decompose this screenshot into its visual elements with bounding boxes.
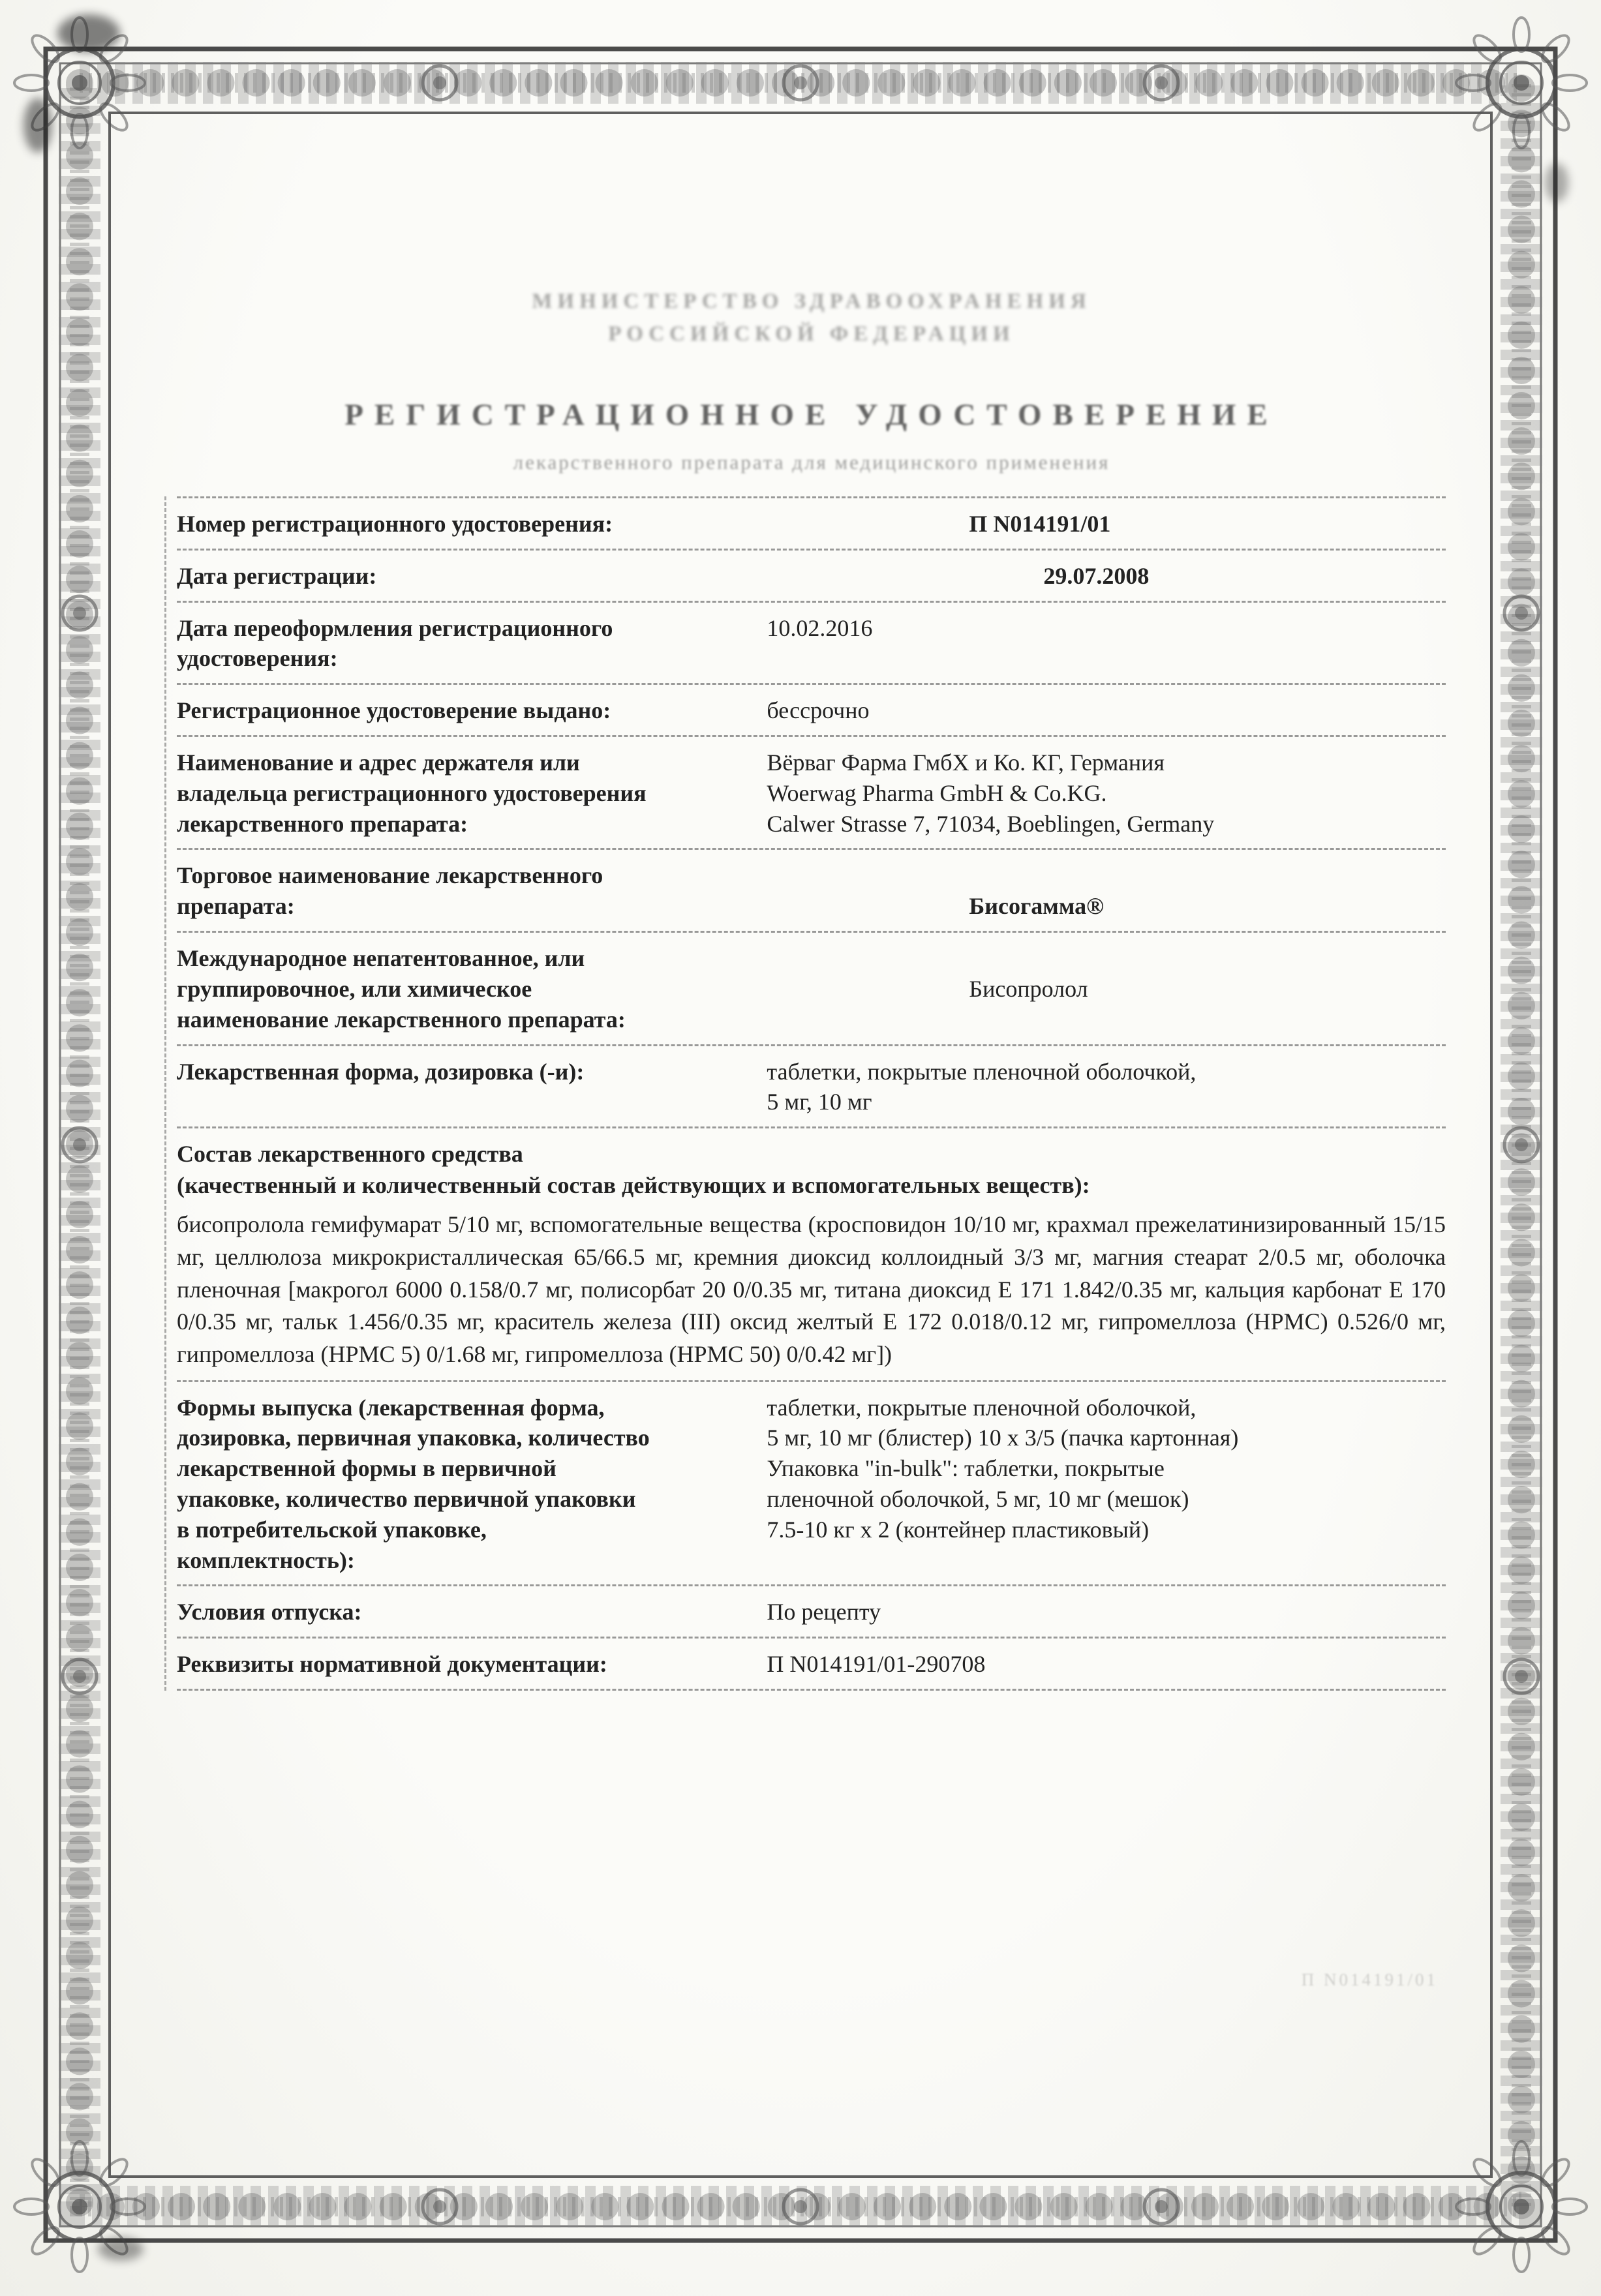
field-value: 29.07.2008 xyxy=(1043,562,1150,589)
field-label-line: в потребительской упаковке, xyxy=(177,1516,487,1543)
field-label-line: Торговое наименование лекарственного xyxy=(177,862,603,889)
field-row-dosage-form xyxy=(177,1044,1446,1127)
issuing-authority-line-1: МИНИСТЕРСТВО ЗДРАВООХРАНЕНИЯ xyxy=(532,290,1091,313)
certificate-content xyxy=(177,286,1446,1691)
field-label xyxy=(177,943,767,1035)
field-label: Лекарственная форма, дозировка (-и): xyxy=(177,1058,585,1085)
field-value: П N014191/01-290708 xyxy=(767,1651,986,1678)
field-row-trade-name xyxy=(177,848,1446,931)
field-value-line: Вёрваг Фарма ГмбХ и Ко. КГ, Германия xyxy=(767,749,1165,776)
document-subtitle: лекарственного препарата для медицинского применения xyxy=(513,451,1110,474)
field-label: Регистрационное удостоверение выдано: xyxy=(177,697,611,724)
field-label-line: (качественный и количественный состав действующих и вспомогательных веществ): xyxy=(177,1171,1090,1198)
field-value-line: Упаковка "in-bulk": таблетки, покрытые xyxy=(767,1455,1165,1482)
field-label xyxy=(177,613,767,674)
field-value: бессрочно xyxy=(767,697,870,724)
field-label-line: удостоверения: xyxy=(177,645,338,672)
field-value: Бисогамма® xyxy=(969,893,1104,920)
field-row-reg-date xyxy=(177,549,1446,601)
certificate-fields xyxy=(164,496,1446,1691)
scan-artifact xyxy=(1545,163,1568,202)
field-value xyxy=(767,1393,1446,1545)
document-header xyxy=(177,286,1446,474)
field-value-line: таблетки, покрытые пленочной оболочкой, xyxy=(767,1394,1197,1421)
field-label-line: комплектность): xyxy=(177,1547,355,1573)
field-label: Реквизиты нормативной документации: xyxy=(177,1651,607,1678)
scan-artifact xyxy=(57,14,120,52)
field-label xyxy=(177,1393,767,1576)
field-block-composition xyxy=(177,1126,1446,1380)
field-value-line: 7.5-10 кг х 2 (контейнер пластиковый) xyxy=(767,1516,1150,1543)
field-value-line: Woerwag Pharma GmbH & Co.KG. xyxy=(767,779,1107,806)
field-value-line: таблетки, покрытые пленочной оболочкой, xyxy=(767,1058,1197,1085)
field-label: Дата регистрации: xyxy=(177,562,377,589)
field-value xyxy=(767,1057,1446,1118)
field-label-line: лекарственной формы в первичной xyxy=(177,1455,557,1482)
field-label-line: Международное непатентованное, или xyxy=(177,945,585,972)
field-label xyxy=(177,1139,1446,1201)
field-row-dispensing-conditions xyxy=(177,1584,1446,1637)
field-row-release-forms xyxy=(177,1380,1446,1585)
footer-faint-mark: П N014191/01 xyxy=(1301,1970,1438,1989)
document-title: РЕГИСТРАЦИОННОЕ УДОСТОВЕРЕНИЕ xyxy=(344,398,1279,432)
field-value: Бисопролол xyxy=(969,976,1088,1003)
field-label-line: наименование лекарственного препарата: xyxy=(177,1006,626,1033)
field-label: Условия отпуска: xyxy=(177,1599,362,1625)
field-value: П N014191/01 xyxy=(969,511,1111,537)
field-row-issued-for xyxy=(177,683,1446,735)
field-label-line: Состав лекарственного средства xyxy=(177,1141,523,1168)
field-value-line: Calwer Strasse 7, 71034, Boeblingen, Germany xyxy=(767,810,1215,837)
field-value-line: 5 мг, 10 мг xyxy=(767,1089,872,1115)
field-row-reissue-date xyxy=(177,601,1446,684)
field-value xyxy=(767,748,1446,839)
field-row-normative-docs xyxy=(177,1637,1446,1691)
field-label-line: владельца регистрационного удостоверения xyxy=(177,779,647,806)
field-label: Номер регистрационного удостоверения: xyxy=(177,511,613,537)
issuing-authority-line-2: РОССИЙСКОЙ ФЕДЕРАЦИИ xyxy=(608,322,1015,346)
field-label-line: препарата: xyxy=(177,893,295,920)
field-value: По рецепту xyxy=(767,1599,881,1625)
field-label-line: упаковке, количество первичной упаковки xyxy=(177,1485,636,1512)
field-label xyxy=(177,748,767,839)
field-value-line: пленочной оболочкой, 5 мг, 10 мг (мешок) xyxy=(767,1485,1189,1512)
scan-artifact xyxy=(98,2237,144,2261)
field-value: 10.02.2016 xyxy=(767,614,873,641)
field-label-line: Наименование и адрес держателя или xyxy=(177,749,580,776)
field-label-line: Дата переоформления регистрационного xyxy=(177,614,613,641)
field-label-line: группировочное, или химическое xyxy=(177,975,532,1002)
scan-artifact xyxy=(23,98,52,153)
field-label-line: Формы выпуска (лекарственная форма, xyxy=(177,1394,605,1421)
field-value-line: 5 мг, 10 мг (блистер) 10 х 3/5 (пачка картонная) xyxy=(767,1425,1239,1451)
composition-text: бисопролола гемифумарат 5/10 мг, вспомогательные вещества (кросповидон 10/10 мг, крахмал прежелатинизированный 15/15 мг, целлюлоза микрокристаллическая 65/66.5 мг, кремния диоксид коллоидный 3/3 мг, магния стеарат 2/0.5 мг, оболочка пленочная [макрогол 6000 0.158/0.7 мг, полисорбат 20 0/0.35 мг, титана диоксид Е 171 1.842/0.35 мг, кальция карбонат Е 170 0/0.35 мг, тальк 1.456/0.35 мг, краситель железа (III) оксид желтый Е 172 0.018/0.12 мг, гипромеллоза (НРМС) 0.526/0 мг, гипромеллоза (НРМС 5) 0/1.68 мг, гипромеллоза (НРМС 50) 0/0.42 мг]) xyxy=(177,1211,1446,1367)
field-row-inn xyxy=(177,931,1446,1044)
field-row-reg-number xyxy=(177,496,1446,549)
field-label xyxy=(177,860,767,922)
field-row-holder xyxy=(177,735,1446,848)
field-label-line: дозировка, первичная упаковка, количество xyxy=(177,1425,650,1451)
field-label-line: лекарственного препарата: xyxy=(177,810,468,837)
